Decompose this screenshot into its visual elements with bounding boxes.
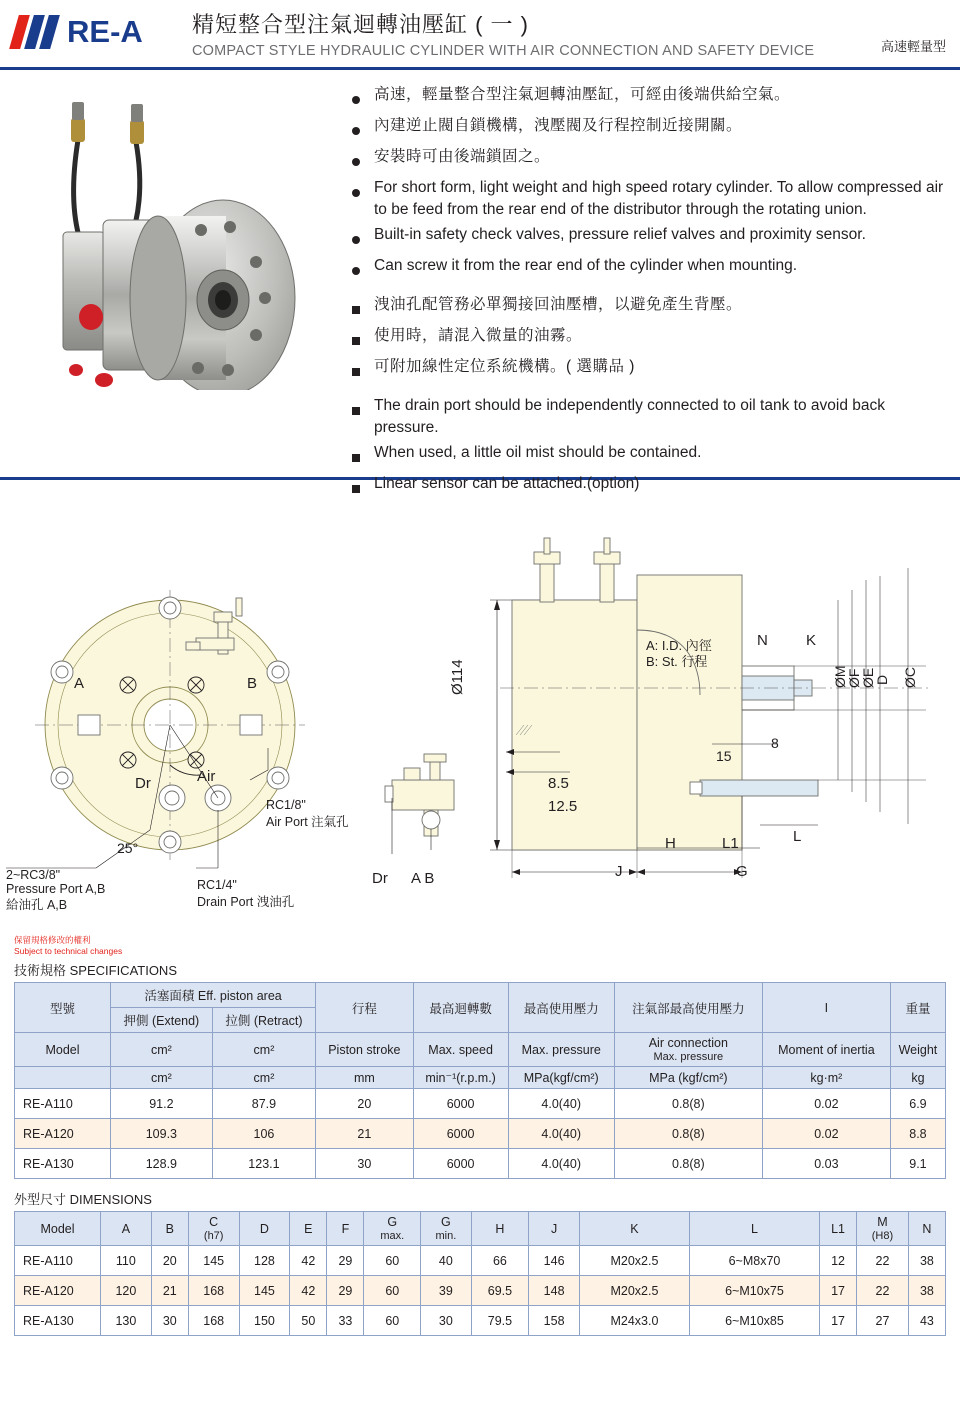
table-row bbox=[15, 1246, 946, 1276]
label-angle: 25° bbox=[117, 840, 139, 856]
spec-th-unit-retract: cm² bbox=[212, 1033, 315, 1067]
dim-cell-f: 33 bbox=[327, 1306, 364, 1336]
dim-cell-l1: 17 bbox=[819, 1276, 856, 1306]
spec-th-air-en-l1: Air connection bbox=[648, 1036, 728, 1051]
spec-th-piston-area: 活塞面積 Eff. piston area bbox=[111, 983, 316, 1008]
title-tag: 高速輕量型 bbox=[880, 39, 946, 54]
dim-cell-gmax: 60 bbox=[364, 1246, 421, 1276]
bullet-dot-icon bbox=[352, 255, 374, 282]
bullet-square-icon bbox=[352, 442, 374, 469]
label-l: L bbox=[793, 828, 802, 845]
spec-header-row-4 bbox=[15, 1067, 946, 1089]
dim-th-h: H bbox=[471, 1212, 529, 1246]
spec-th-air-cn: 注氣部最高使用壓力 bbox=[614, 983, 762, 1033]
spec-th-air-en bbox=[614, 1033, 762, 1067]
specifications-table bbox=[14, 982, 946, 1179]
label-dia-e: ØE bbox=[860, 667, 876, 688]
dim-cell-m: 27 bbox=[857, 1306, 909, 1336]
spec-header-row-1 bbox=[15, 983, 946, 1008]
dim-cell-model: RE-A130 bbox=[15, 1306, 101, 1336]
feature-text: 使用時，請混入微量的油霧。 bbox=[374, 327, 583, 345]
feature-item bbox=[352, 84, 948, 111]
title-chinese: 精短整合型注氣迴轉油壓缸 ( 一 ) bbox=[192, 12, 529, 37]
spec-cell-stroke: 20 bbox=[316, 1089, 413, 1119]
dim-cell-c: 168 bbox=[188, 1306, 239, 1336]
label-dia-f: ØF bbox=[846, 668, 862, 688]
spec-cell-air: 0.8(8) bbox=[614, 1149, 762, 1179]
page-title bbox=[192, 8, 814, 59]
label-detail-dr: Dr bbox=[372, 870, 388, 887]
feature-text: 高速，輕量整合型注氣迴轉油壓缸，可經由後端供給空氣。 bbox=[374, 86, 791, 103]
dim-th-d: D bbox=[239, 1212, 290, 1246]
label-g: G bbox=[736, 863, 748, 880]
feature-text: When used, a little oil mist should be contained. bbox=[374, 444, 702, 462]
spec-cell-speed: 6000 bbox=[413, 1119, 508, 1149]
table-row bbox=[15, 1149, 946, 1179]
spec-cell-stroke: 30 bbox=[316, 1149, 413, 1179]
dim-cell-f: 29 bbox=[327, 1276, 364, 1306]
label-pressure-port-cn: 給油孔 A,B bbox=[6, 898, 68, 912]
dim-cell-m: 22 bbox=[857, 1276, 909, 1306]
spec-cell-inertia: 0.03 bbox=[762, 1149, 890, 1179]
spec-header-row-3 bbox=[15, 1033, 946, 1067]
spec-th-retract: 拉側 (Retract) bbox=[212, 1008, 315, 1033]
dim-cell-j: 148 bbox=[529, 1276, 580, 1306]
spec-cell-retract: 106 bbox=[212, 1119, 315, 1149]
feature-item bbox=[352, 177, 948, 220]
dim-cell-gmax: 60 bbox=[364, 1276, 421, 1306]
label-air-port: Air Port 注氣孔 bbox=[266, 815, 349, 829]
dim-cell-k: M20x2.5 bbox=[579, 1246, 689, 1276]
feature-item bbox=[352, 224, 948, 251]
dim-cell-b: 20 bbox=[151, 1246, 188, 1276]
label-dia-c: ØC bbox=[902, 667, 918, 688]
dim-cell-n: 43 bbox=[908, 1306, 945, 1336]
table-row bbox=[15, 1276, 946, 1306]
label-port-b: B bbox=[247, 675, 258, 692]
dim-th-m: M (H8) bbox=[857, 1212, 909, 1246]
logo-text: RE-A bbox=[67, 14, 143, 49]
feature-item bbox=[352, 294, 948, 321]
label-k: K bbox=[806, 632, 817, 649]
label-drain-port: Drain Port 洩油孔 bbox=[197, 895, 295, 909]
label-8-5: 8.5 bbox=[548, 775, 569, 792]
spec-cell-pressure: 4.0(40) bbox=[508, 1089, 614, 1119]
product-overview bbox=[0, 70, 960, 493]
spec-th-u8: kg bbox=[890, 1067, 945, 1089]
spec-cell-extend: 91.2 bbox=[111, 1089, 213, 1119]
dim-cell-a: 120 bbox=[101, 1276, 152, 1306]
table-row bbox=[15, 1119, 946, 1149]
label-j: J bbox=[615, 863, 623, 880]
spec-th-weight-en: Weight bbox=[890, 1033, 945, 1067]
dim-cell-a: 130 bbox=[101, 1306, 152, 1336]
label-pressure-port-thread: 2~RC3/8" bbox=[6, 868, 61, 882]
feature-item bbox=[352, 356, 948, 383]
dim-cell-l: 6~M10x75 bbox=[689, 1276, 819, 1306]
label-diameter-114: Ø114 bbox=[449, 659, 466, 695]
feature-item bbox=[352, 395, 948, 438]
bullet-square-icon bbox=[352, 325, 374, 352]
label-dia-m: ØM bbox=[832, 665, 848, 688]
label-st: B: St. 行程 bbox=[646, 654, 708, 669]
dim-cell-model: RE-A120 bbox=[15, 1276, 101, 1306]
table-row bbox=[15, 1089, 946, 1119]
dim-cell-b: 30 bbox=[151, 1306, 188, 1336]
label-port-a: A bbox=[74, 675, 85, 692]
dim-th-e: E bbox=[290, 1212, 327, 1246]
feature-item bbox=[352, 255, 948, 282]
feature-item bbox=[352, 115, 948, 142]
spec-cell-speed: 6000 bbox=[413, 1149, 508, 1179]
spec-th-pressure-cn: 最高使用壓力 bbox=[508, 983, 614, 1033]
feature-text: 洩油孔配管務必單獨接回油壓槽，以避免產生背壓。 bbox=[374, 296, 743, 314]
spec-th-speed-en: Max. speed bbox=[413, 1033, 508, 1067]
spec-th-weight-cn: 重量 bbox=[890, 983, 945, 1033]
label-8: 8 bbox=[771, 735, 779, 751]
spec-cell-model: RE-A110 bbox=[15, 1089, 111, 1119]
spec-th-u4: min⁻¹(r.p.m.) bbox=[413, 1067, 508, 1089]
bullet-dot-icon bbox=[352, 177, 374, 220]
dim-cell-e: 42 bbox=[290, 1246, 327, 1276]
spec-cell-model: RE-A130 bbox=[15, 1149, 111, 1179]
label-d: D bbox=[874, 674, 890, 685]
label-h: H bbox=[665, 835, 676, 852]
dim-cell-l: 6~M8x70 bbox=[689, 1246, 819, 1276]
dim-cell-d: 128 bbox=[239, 1246, 290, 1276]
dim-th-k: K bbox=[579, 1212, 689, 1246]
label-15: 15 bbox=[716, 748, 732, 764]
dim-th-j: J bbox=[529, 1212, 580, 1246]
spec-cell-weight: 6.9 bbox=[890, 1089, 945, 1119]
dim-cell-l1: 17 bbox=[819, 1306, 856, 1336]
dim-th-l: L bbox=[689, 1212, 819, 1246]
brand-logo bbox=[14, 14, 143, 50]
spec-th-inertia-sym: I bbox=[762, 983, 890, 1033]
label-drain-thread: RC1/4" bbox=[197, 878, 237, 892]
dim-cell-e: 42 bbox=[290, 1276, 327, 1306]
spec-th-speed-cn: 最高迴轉數 bbox=[413, 983, 508, 1033]
dim-cell-f: 29 bbox=[327, 1246, 364, 1276]
dimensions-table bbox=[14, 1211, 946, 1336]
feature-text: 可附加線性定位系統機構。( 選購品 ) bbox=[374, 358, 635, 376]
spec-section-title: 技術規格 SPECIFICATIONS bbox=[14, 963, 177, 979]
title-english: COMPACT STYLE HYDRAULIC CYLINDER WITH AIR CONNECTION AND SAFETY DEVICE bbox=[192, 43, 815, 59]
dim-cell-d: 145 bbox=[239, 1276, 290, 1306]
spec-th-stroke-cn: 行程 bbox=[316, 983, 413, 1033]
spec-th-unit-extend: cm² bbox=[111, 1033, 213, 1067]
page-header bbox=[0, 0, 960, 70]
label-id: A: I.D. 內徑 bbox=[646, 638, 712, 653]
label-air: Air bbox=[197, 768, 216, 785]
dim-cell-l1: 12 bbox=[819, 1246, 856, 1276]
spec-th-blank bbox=[15, 1067, 111, 1089]
bullet-square-icon bbox=[352, 395, 374, 438]
spec-th-u1: cm² bbox=[111, 1067, 213, 1089]
spec-cell-retract: 87.9 bbox=[212, 1089, 315, 1119]
dim-cell-a: 110 bbox=[101, 1246, 152, 1276]
dim-cell-gmax: 60 bbox=[364, 1306, 421, 1336]
dim-th-gmax: G max. bbox=[364, 1212, 421, 1246]
spec-cell-speed: 6000 bbox=[413, 1089, 508, 1119]
spec-th-inertia-en: Moment of inertia bbox=[762, 1033, 890, 1067]
product-photo bbox=[18, 80, 348, 390]
label-n: N bbox=[757, 632, 768, 649]
dim-cell-n: 38 bbox=[908, 1246, 945, 1276]
dim-cell-c: 145 bbox=[188, 1246, 239, 1276]
bullet-dot-icon bbox=[352, 224, 374, 251]
table-row bbox=[15, 1306, 946, 1336]
dim-cell-e: 50 bbox=[290, 1306, 327, 1336]
dim-th-n: N bbox=[908, 1212, 945, 1246]
label-pressure-port-en: Pressure Port A,B bbox=[6, 882, 106, 896]
dim-cell-b: 21 bbox=[151, 1276, 188, 1306]
spec-th-pressure-en: Max. pressure bbox=[508, 1033, 614, 1067]
dim-header-row bbox=[15, 1212, 946, 1246]
spec-th-u2: cm² bbox=[212, 1067, 315, 1089]
feature-list bbox=[352, 84, 948, 504]
dim-cell-n: 38 bbox=[908, 1276, 945, 1306]
spec-cell-pressure: 4.0(40) bbox=[508, 1119, 614, 1149]
dim-cell-k: M24x3.0 bbox=[579, 1306, 689, 1336]
label-drain: Dr bbox=[135, 775, 151, 792]
label-12-5: 12.5 bbox=[548, 798, 578, 815]
spec-cell-model: RE-A120 bbox=[15, 1119, 111, 1149]
bullet-square-icon bbox=[352, 356, 374, 383]
spec-th-extend: 押側 (Extend) bbox=[111, 1008, 213, 1033]
spec-cell-stroke: 21 bbox=[316, 1119, 413, 1149]
spec-th-model-en: Model bbox=[15, 1033, 111, 1067]
dim-cell-j: 158 bbox=[529, 1306, 580, 1336]
dim-cell-k: M20x2.5 bbox=[579, 1276, 689, 1306]
feature-item bbox=[352, 146, 948, 173]
bullet-dot-icon bbox=[352, 84, 374, 111]
drawing-svg bbox=[0, 480, 960, 935]
dim-th-gmin: G min. bbox=[421, 1212, 472, 1246]
spec-th-u5: MPa(kgf/cm²) bbox=[508, 1067, 614, 1089]
dim-th-a: A bbox=[101, 1212, 152, 1246]
note-rights-cn: 保留規格修改的權利 bbox=[14, 935, 91, 945]
dim-cell-m: 22 bbox=[857, 1246, 909, 1276]
dim-th-f: F bbox=[327, 1212, 364, 1246]
spec-cell-retract: 123.1 bbox=[212, 1149, 315, 1179]
dim-cell-h: 69.5 bbox=[471, 1276, 529, 1306]
dim-th-l1: L1 bbox=[819, 1212, 856, 1246]
spec-th-u7: kg·m² bbox=[762, 1067, 890, 1089]
label-air-thread: RC1/8" bbox=[266, 798, 306, 812]
dim-cell-h: 79.5 bbox=[471, 1306, 529, 1336]
spec-cell-air: 0.8(8) bbox=[614, 1089, 762, 1119]
feature-text: 內建逆止閥自鎖機構，洩壓閥及行程控制近接開關。 bbox=[374, 117, 743, 135]
dim-cell-c: 168 bbox=[188, 1276, 239, 1306]
bullet-dot-icon bbox=[352, 146, 374, 173]
dim-cell-j: 146 bbox=[529, 1246, 580, 1276]
feature-text: Linear sensor can be attached.(option) bbox=[374, 475, 640, 493]
bullet-dot-icon bbox=[352, 115, 374, 142]
spec-th-u3: mm bbox=[316, 1067, 413, 1089]
dim-cell-h: 66 bbox=[471, 1246, 529, 1276]
feature-item bbox=[352, 442, 948, 469]
dim-th-c: C (h7) bbox=[188, 1212, 239, 1246]
spec-cell-air: 0.8(8) bbox=[614, 1119, 762, 1149]
dim-cell-model: RE-A110 bbox=[15, 1246, 101, 1276]
dim-section-title: 外型尺寸 DIMENSIONS bbox=[14, 1192, 152, 1208]
dim-cell-d: 150 bbox=[239, 1306, 290, 1336]
label-detail-ab: A B bbox=[411, 870, 435, 887]
spec-th-u6: MPa (kgf/cm²) bbox=[614, 1067, 762, 1089]
spec-cell-inertia: 0.02 bbox=[762, 1119, 890, 1149]
feature-text: Can screw it from the rear end of the cylinder when mounting. bbox=[374, 257, 798, 275]
dim-th-b: B bbox=[151, 1212, 188, 1246]
note-rights-en: Subject to technical changes bbox=[14, 945, 123, 956]
spec-th-stroke-en: Piston stroke bbox=[316, 1033, 413, 1067]
label-l1: L1 bbox=[722, 835, 739, 852]
dim-cell-l: 6~M10x85 bbox=[689, 1306, 819, 1336]
spec-cell-extend: 109.3 bbox=[111, 1119, 213, 1149]
logo-slashes-icon bbox=[14, 15, 59, 49]
spec-th-air-en-l2: Max. pressure bbox=[653, 1050, 724, 1063]
feature-text: The drain port should be independently connected to oil tank to avoid back pressure. bbox=[374, 397, 885, 436]
feature-text: Built-in safety check valves, pressure relief valves and proximity sensor. bbox=[374, 225, 866, 243]
spec-cell-extend: 128.9 bbox=[111, 1149, 213, 1179]
dim-th-model: Model bbox=[15, 1212, 101, 1246]
bullet-square-icon bbox=[352, 294, 374, 321]
feature-text: 安裝時可由後端鎖固之。 bbox=[374, 148, 551, 166]
spec-cell-weight: 8.8 bbox=[890, 1119, 945, 1149]
dim-cell-gmin: 30 bbox=[421, 1306, 472, 1336]
spec-cell-weight: 9.1 bbox=[890, 1149, 945, 1179]
feature-item bbox=[352, 325, 948, 352]
dim-cell-gmin: 39 bbox=[421, 1276, 472, 1306]
spec-th-model-cn: 型號 bbox=[15, 983, 111, 1033]
spec-cell-inertia: 0.02 bbox=[762, 1089, 890, 1119]
feature-text: For short form, light weight and high speed rotary cylinder. To allow compressed air to be feed from the rear end of the distributor through the rotating union. bbox=[374, 179, 944, 218]
dim-cell-gmin: 40 bbox=[421, 1246, 472, 1276]
spec-cell-pressure: 4.0(40) bbox=[508, 1149, 614, 1179]
technical-drawing bbox=[0, 480, 960, 935]
